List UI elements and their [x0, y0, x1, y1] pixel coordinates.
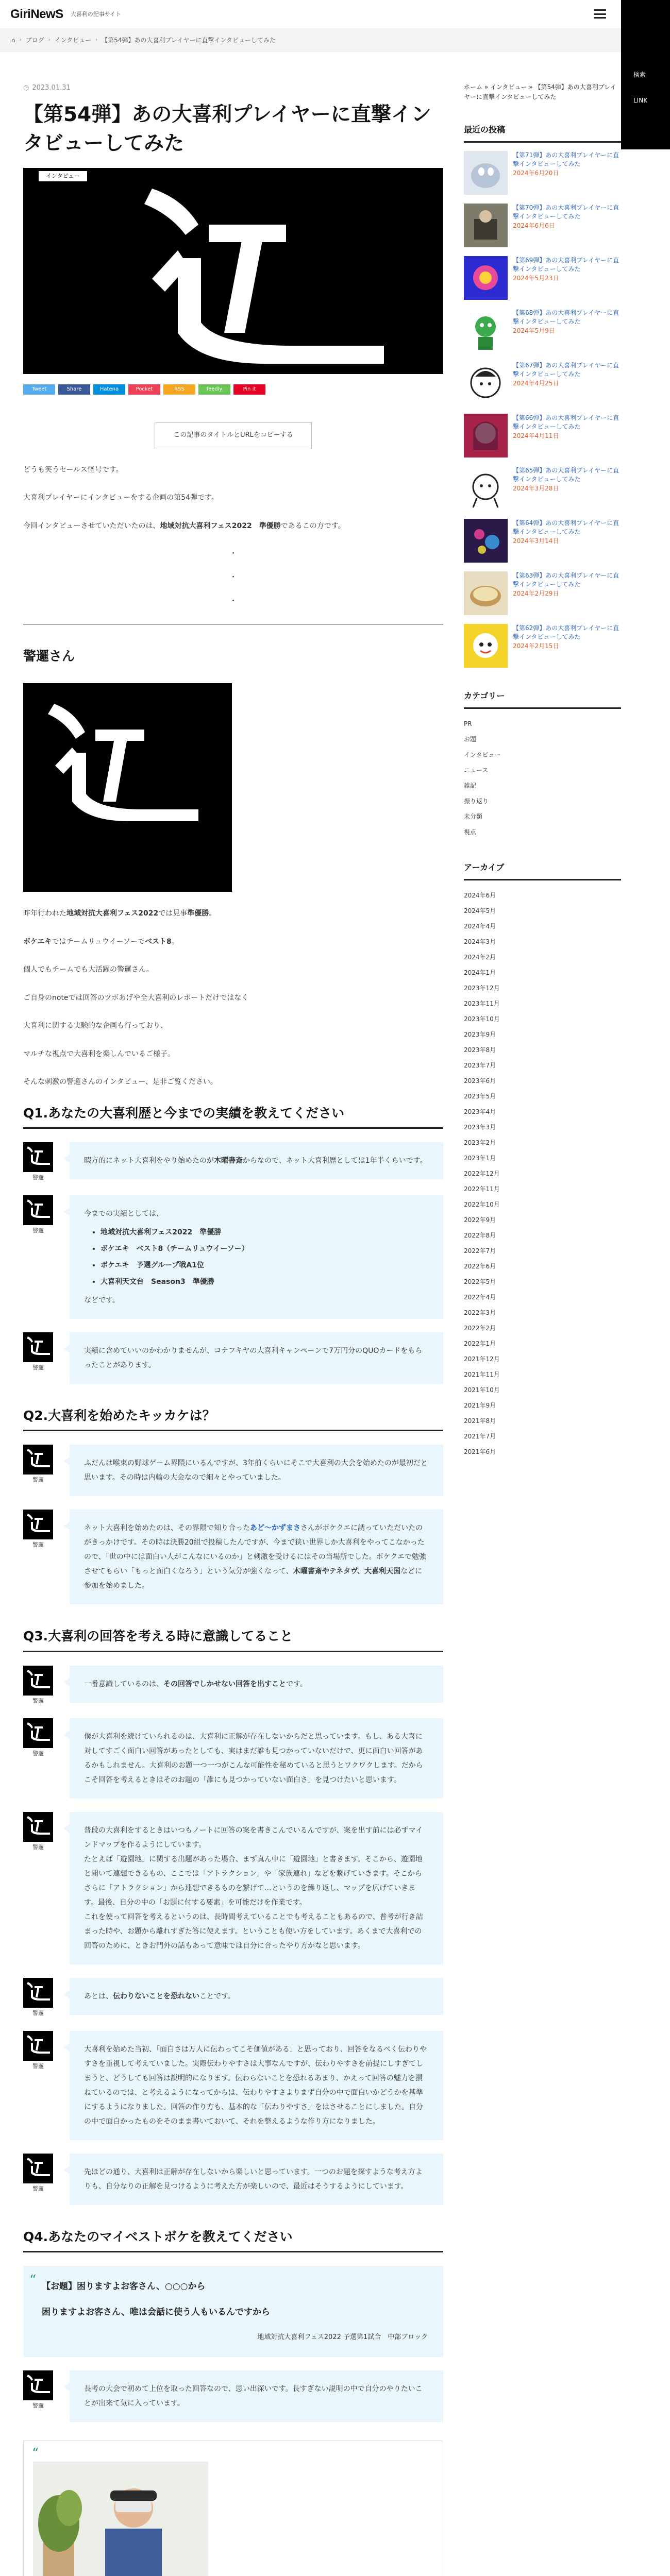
- archive-link[interactable]: 2022年9月: [464, 1216, 496, 1224]
- post-date-text: 2023.01.31: [32, 84, 71, 92]
- breadcrumb: [0, 28, 670, 52]
- recent-posts-list: [464, 151, 621, 668]
- post-date-text: 2024年4月11日: [513, 432, 559, 439]
- recent-posts-heading: 最近の投稿: [464, 123, 621, 143]
- archive-link[interactable]: 2022年10月: [464, 1201, 500, 1209]
- answer-bubble: 普段の大喜利をするときはいつもノートに回答の案を書きこんでいるんですが、案を出す前には必ずマインドマップを作るようにしています。 たとえば「遊園地」に関する出題があった場合、まず真ん中に「遊園地」と書きます。そこから、遊園地と聞いて連想できるもの、ここでは「アトラクション」や「家族連れ」などを繋げていきます。そこからさらに「アトラクション」から連想できるものを繋げて…というのを繰り返し、マップを広げていきます。最後、自分の中の「お題に付する要素」を可能だけを作業です。 これを使って回答を考えるというのは、長時間考えていることでも考えることもあるので、普考が行き詰まった時や、お題から離れすぎた答に使えます。ということも使い方をしています。あくまで大喜利での回答のために、ときお門外の話もあって意味では自分に合ったやり方かなと思います。: [70, 1812, 443, 1964]
- recent-post-item[interactable]: [464, 466, 621, 511]
- post-thumbnail[interactable]: [464, 414, 508, 457]
- site-logo[interactable]: GiriNewS: [10, 7, 63, 21]
- post-date-text: 2024年2月29日: [513, 589, 559, 597]
- bio-paragraph: 昨年行われた地域対抗大喜利フェス2022では見事準優勝。: [23, 909, 216, 918]
- post-title-link[interactable]: 【第70弾】あの大喜利プレイヤーに直撃インタビューしてみた: [513, 204, 619, 220]
- sns-rss-button[interactable]: RSS: [163, 384, 195, 395]
- answer-bubble: あとは、伝わりないことを恐れないことです。: [70, 1978, 443, 2015]
- recent-post-item[interactable]: [464, 571, 621, 616]
- sns-hatena-button[interactable]: Hatena: [93, 384, 125, 395]
- archive-link[interactable]: 2024年4月: [464, 923, 496, 930]
- archive-link[interactable]: 2023年6月: [464, 1077, 496, 1085]
- recent-post-item[interactable]: [464, 361, 621, 405]
- home-icon[interactable]: ⌂: [11, 36, 15, 44]
- post-date-text: 2024年3月14日: [513, 537, 559, 545]
- archive-link[interactable]: 2023年5月: [464, 1093, 496, 1100]
- chat-answer: [23, 1812, 443, 1964]
- speaker-avatar: 警邏: [23, 2031, 53, 2070]
- archive-link[interactable]: 2023年8月: [464, 1046, 496, 1054]
- archive-link[interactable]: 2022年4月: [464, 1294, 496, 1301]
- intro-paragraph: 今回インタビューさせていただいたのは、地域対抗大喜利フェス2022 準優勝であるこの方です。: [23, 521, 345, 530]
- archive-link[interactable]: 2022年12月: [464, 1170, 500, 1178]
- bio-paragraph: マルチな視点で大喜利を楽しんでいるご様子。: [23, 1049, 175, 1058]
- archive-link[interactable]: 2023年1月: [464, 1155, 496, 1162]
- achievement-list: • 地域対抗大喜利フェス2022 準優勝 • ボケエキ ベスト8（チームリュウイーソー） • ボケエキ 予選グループ戦A1位 • 大喜利天文台 Season3 準優勝: [100, 1225, 429, 1289]
- post-date-text: 2024年5月9日: [513, 327, 555, 334]
- article: [23, 82, 443, 2576]
- answer-bubble: 大喜利を始めた当初、「面白さは万人に伝わってこそ価値がある」と思っており、回答をなるべく伝わりやすさを重視して考えていました。実際伝わりやすさは大事なんですが、伝わりやすさを前提にしすぎてしまうと、どうしても回答は説明的になります。伝わらないことを恐れるあまり、かえって回答の魅力を損ねているのでは、と考えるようになってからは、伝わりやすさよりまず自分の中で面白いかどうかを基準にするようになりました。回答の作り方も、基本的な「伝わりやすさ」をはさせることにしました。自分の中で面白かったものをそのまま書いておいて、それを整えるような作り方になりました。: [70, 2031, 443, 2140]
- archive-link[interactable]: 2023年12月: [464, 985, 500, 992]
- archive-link[interactable]: 2021年9月: [464, 1402, 496, 1410]
- category-link[interactable]: ニュース: [464, 767, 489, 774]
- post-title-link[interactable]: 【第65弾】あの大喜利プレイヤーに直撃インタビューしてみた: [513, 467, 619, 483]
- post-date-text: 2024年3月28日: [513, 484, 559, 492]
- archive-link[interactable]: 2023年9月: [464, 1031, 496, 1039]
- article-title: 【第54弾】あの大喜利プレイヤーに直撃インタビューしてみた: [23, 103, 431, 156]
- archive-link[interactable]: 2024年3月: [464, 938, 496, 946]
- chat-answer: [23, 1195, 443, 1319]
- speaker-avatar: 警邏: [23, 1195, 53, 1234]
- category-link[interactable]: 視点: [464, 828, 477, 836]
- person-icon-image: [23, 683, 232, 892]
- archive-link[interactable]: 2024年1月: [464, 969, 496, 977]
- archive-link[interactable]: 2021年12月: [464, 1355, 500, 1363]
- speaker-avatar: 警邏: [23, 1718, 53, 1757]
- recent-post-item[interactable]: [464, 151, 621, 195]
- archive-link[interactable]: 2021年6月: [464, 1448, 496, 1456]
- speaker-avatar: 警邏: [23, 1666, 53, 1705]
- chat-answer: [23, 1666, 443, 1705]
- answer-bubble: 暇方的にネット大喜利をやり始めたのが木曜書斎からなので、ネット大喜利歴としては1年半くらいです。: [70, 1142, 443, 1179]
- post-title-link[interactable]: 【第63弾】あの大喜利プレイヤーに直撃インタビューしてみた: [513, 572, 619, 588]
- sns-facebook-button[interactable]: Share: [58, 384, 90, 395]
- logo-mark-icon: [23, 168, 443, 374]
- recent-post-item[interactable]: [464, 256, 621, 300]
- archive-link[interactable]: 2023年7月: [464, 1062, 496, 1070]
- sns-pocket-button[interactable]: Pocket: [128, 384, 160, 395]
- breadcrumb-separator-icon: ›: [48, 37, 51, 43]
- sns-twitter-button[interactable]: Tweet: [23, 384, 55, 395]
- answer-bubble: 実績に含めていいのかわかりませんが、コナフキヤの大喜利キャンペーンで7万円分のQUOカードをもらったことがあります。: [70, 1332, 443, 1384]
- post-date-text: 2024年4月25日: [513, 379, 559, 387]
- bio-paragraph: 個人でもチームでも大活躍の警邏さん。: [23, 965, 154, 974]
- post-title-link[interactable]: 【第64弾】あの大喜利プレイヤーに直撃インタビューしてみた: [513, 519, 619, 535]
- chat-answer: [23, 2154, 443, 2205]
- archive-link[interactable]: 2023年10月: [464, 1015, 500, 1023]
- post-thumbnail[interactable]: [464, 309, 508, 352]
- post-title-link[interactable]: 【第66弾】あの大喜利プレイヤーに直撃インタビューしてみた: [513, 414, 619, 430]
- quote-source: 地域対抗大喜利フェス2022 予選第1試合 中部ブロック: [257, 2333, 428, 2341]
- speaker-avatar: 警邏: [23, 2370, 53, 2410]
- recent-post-item[interactable]: [464, 624, 621, 668]
- speaker-avatar: 警邏: [23, 1812, 53, 1851]
- category-link[interactable]: 未分類: [464, 813, 483, 821]
- ellipsis-dots: ・ ・ ・: [229, 550, 237, 606]
- archive-link[interactable]: 2023年3月: [464, 1124, 496, 1131]
- recent-post-item[interactable]: [464, 309, 621, 353]
- answer-bubble: ふだんは喉束の野球ゲーム界隈にいるんですが、3年前くらいにそこで大喜利の大会を始めたのが最初だと思います。その時は内輪の大会なので細々とやっていました。: [70, 1445, 443, 1496]
- chat-answer: [23, 1718, 443, 1799]
- eyecatch-image: [23, 168, 443, 374]
- quote-odai: 【お題】困りますよお客さん、○○○から: [42, 2281, 206, 2292]
- post-thumbnail[interactable]: [464, 361, 508, 405]
- bio-paragraph: ボケエキではチームリュウイーソーでベスト8。: [23, 937, 179, 946]
- sns-buttons: [23, 384, 443, 395]
- breadcrumb-separator-icon: ›: [19, 37, 22, 43]
- drawer-item-link[interactable]: LINK: [633, 97, 648, 104]
- post-thumbnail[interactable]: [464, 256, 508, 300]
- archive-link[interactable]: 2023年11月: [464, 1000, 500, 1008]
- post-thumbnail[interactable]: [464, 571, 508, 615]
- sidebar: [464, 82, 621, 1460]
- archive-link[interactable]: 2021年10月: [464, 1386, 500, 1394]
- intro-paragraph: どうも笑うセールス怪号です。: [23, 465, 123, 474]
- category-label[interactable]: インタビュー: [39, 171, 87, 181]
- archive-link[interactable]: 2022年2月: [464, 1325, 496, 1332]
- post-thumbnail[interactable]: [464, 466, 508, 510]
- archive-list: [464, 888, 621, 1460]
- best-answer-quote: [23, 2266, 443, 2357]
- quote-answer: 困りますよお客さん、唯は会話に使う人もいるんですから: [42, 2307, 271, 2318]
- category-list: [464, 716, 621, 840]
- recent-post-item[interactable]: [464, 414, 621, 458]
- clock-icon: ◷: [23, 84, 29, 92]
- post-date-text: 2024年2月15日: [513, 642, 559, 650]
- category-link[interactable]: お題: [464, 736, 477, 743]
- question-heading: Q3.大喜利の回答を考える時に意識してること: [23, 1625, 443, 1652]
- question-heading: Q1.あなたの大喜利歴と今までの実績を教えてください: [23, 1102, 443, 1129]
- logo-mark-icon: [23, 683, 232, 892]
- breadcrumb-blog[interactable]: ブログ: [25, 36, 44, 44]
- bio-paragraph: 大喜利に関する実験的な企画も行っており、: [23, 1022, 167, 1030]
- archive-link[interactable]: 2024年2月: [464, 954, 496, 961]
- archive-link[interactable]: 2023年2月: [464, 1139, 496, 1147]
- breadcrumb-interview[interactable]: インタビュー: [54, 36, 92, 44]
- archive-link[interactable]: 2022年11月: [464, 1185, 500, 1193]
- recent-post-item[interactable]: [464, 204, 621, 248]
- answer-bubble: 長考の大会で初めて上位を取った回答なので、思い出深いです。長すぎない説明の中で自分のやりたいことが出来て気に入っています。: [70, 2370, 443, 2422]
- category-heading: カテゴリー: [464, 689, 621, 709]
- person-name-heading: 警邏さん: [23, 649, 75, 664]
- drawer-item-search[interactable]: 検索: [633, 71, 646, 78]
- copy-title-url-button[interactable]: この記事のタイトルとURLをコピーする: [155, 422, 312, 449]
- intro-paragraph: 大喜利プレイヤーにインタビューをする企画の第54弾です。: [23, 494, 219, 502]
- archive-link[interactable]: 2024年6月: [464, 892, 496, 900]
- post-title-link[interactable]: 【第68弾】あの大喜利プレイヤーに直撃インタビューしてみた: [513, 309, 619, 325]
- archive-link[interactable]: 2022年3月: [464, 1309, 496, 1317]
- archive-link[interactable]: 2024年5月: [464, 907, 496, 915]
- odai-photo: [33, 2462, 208, 2576]
- post-thumbnail[interactable]: [464, 151, 508, 195]
- best-answer-card: [23, 2441, 443, 2576]
- chat-answer: [23, 2370, 443, 2422]
- category-link[interactable]: PR: [464, 720, 472, 728]
- post-date-text: 2024年6月20日: [513, 169, 559, 177]
- answer-bubble: 先ほどの通り、大喜利は正解が存在しないから楽しいと思っています。一つのお題を探すような考え方よりも、自分なりの正解を見つけるように考えた方が楽しいので、最近はそうするようにしています。: [70, 2154, 443, 2205]
- hamburger-menu-icon[interactable]: [593, 7, 607, 21]
- archive-link[interactable]: 2021年8月: [464, 1417, 496, 1425]
- post-date: [23, 82, 443, 94]
- post-date-text: 2024年5月23日: [513, 274, 559, 282]
- post-thumbnail[interactable]: [464, 519, 508, 563]
- category-link[interactable]: 雑記: [464, 782, 477, 790]
- post-title-link[interactable]: 【第71弾】あの大喜利プレイヤーに直撃インタビューしてみた: [513, 151, 619, 167]
- archive-link[interactable]: 2022年8月: [464, 1232, 496, 1240]
- speaker-avatar: 警邏: [23, 1332, 53, 1371]
- bio-paragraph: ご自身のnoteでは回答のツボあげや全大喜利のレポートだけではなく: [23, 993, 249, 1002]
- archive-link[interactable]: 2022年6月: [464, 1263, 496, 1270]
- side-drawer: [621, 0, 670, 149]
- category-link[interactable]: インタビュー: [464, 751, 501, 759]
- site-tagline: 大喜利の記事サイト: [70, 10, 121, 18]
- answer-bubble: ネット大喜利を始めたのは、その界隈で知り合ったあど～かずまささんがボケクエに誘っていただいたのがきっかけです。その時は決勝20組で投稿したんですが、今まで狭い世界しか大喜利をやってこなかったので、「世の中には面白い人がこんなにいるのか」と刺激を受けるにはその当場所でした。ボケクエで勉強させてもらい「もっと面白くなろう」という気分が強くなって、木曜書斎やテネタヴ、大喜利天国などに参加を始めました。: [70, 1510, 443, 1604]
- quote-icon: “: [29, 2273, 37, 2289]
- answer-bubble: 今までの実績としては、 • 地域対抗大喜利フェス2022 準優勝 • ボケエキ ベスト8（チームリュウイーソー） • ボケエキ 予選グループ戦A1位 • 大喜利天文台 Season3 準優勝 などです。: [70, 1195, 443, 1319]
- site-header: [0, 0, 670, 28]
- chat-answer: [23, 1332, 443, 1384]
- question-heading: Q4.あなたのマイベストボケを教えてください: [23, 2226, 443, 2253]
- breadcrumb-current: 【第54弾】あの大喜利プレイヤーに直撃インタビューしてみた: [102, 36, 276, 44]
- answer-bubble: 僕が大喜利を続けていられるのは、大喜利に正解が存在しないからだと思っています。もし、ある大喜に対してすごく面白い回答があったとしても、実はまだ誰も見つかっていないだけで、更に面白い回答があるかもしれません。大喜利のお題一つ一つがこんな可能性を秘めていると思うとワクワクします。だからこそ回答を考えるときはそのお題の「誰にも見つかっていない面白さ」を見つけたいと思います。: [70, 1718, 443, 1799]
- speaker-avatar: 警邏: [23, 1978, 53, 2017]
- sns-feedly-button[interactable]: feedly: [198, 384, 230, 395]
- post-thumbnail[interactable]: [464, 204, 508, 247]
- answer-bubble: 一番意識しているのは、その回答でしかせない回答を出すことです。: [70, 1666, 443, 1703]
- quote-icon: “: [32, 2445, 39, 2461]
- speaker-avatar: 警邏: [23, 1445, 53, 1484]
- archive-link[interactable]: 2022年1月: [464, 1340, 496, 1348]
- recent-post-item[interactable]: [464, 519, 621, 563]
- chat-answer: [23, 1510, 443, 1604]
- category-link[interactable]: 振り返り: [464, 798, 489, 805]
- archive-link[interactable]: 2021年11月: [464, 1371, 500, 1379]
- chat-answer: [23, 1142, 443, 1181]
- archive-link[interactable]: 2022年7月: [464, 1247, 496, 1255]
- breadcrumb-separator-icon: ›: [95, 37, 98, 43]
- archive-link[interactable]: 2021年7月: [464, 1433, 496, 1440]
- archive-heading: アーカイブ: [464, 860, 621, 880]
- post-title-link[interactable]: 【第62弾】あの大喜利プレイヤーに直撃インタビューしてみた: [513, 624, 619, 640]
- post-thumbnail[interactable]: [464, 624, 508, 668]
- post-title-link[interactable]: 【第69弾】あの大喜利プレイヤーに直撃インタビューしてみた: [513, 257, 619, 273]
- question-heading: Q2.大喜利を始めたキッカケは？: [23, 1404, 443, 1432]
- post-date-text: 2024年6月6日: [513, 222, 555, 229]
- speaker-avatar: 警邏: [23, 2154, 53, 2193]
- speaker-avatar: 警邏: [23, 1142, 53, 1181]
- archive-link[interactable]: 2022年5月: [464, 1278, 496, 1286]
- chat-answer: [23, 1445, 443, 1496]
- sidebar-breadcrumb[interactable]: ホーム » インタビュー » 【第54弾】あの大喜利プレイヤーに直撃インタビューしてみた: [464, 83, 616, 101]
- chat-answer: [23, 2031, 443, 2140]
- chat-answer: [23, 1978, 443, 2017]
- sns-pinterest-button[interactable]: Pin it: [233, 384, 265, 395]
- post-title-link[interactable]: 【第67弾】あの大喜利プレイヤーに直撃インタビューしてみた: [513, 362, 619, 378]
- speaker-avatar: 警邏: [23, 1510, 53, 1549]
- archive-link[interactable]: 2023年4月: [464, 1108, 496, 1116]
- bio-paragraph: そんな刺激の警邏さんのインタビュー、是非ご覧ください。: [23, 1078, 217, 1087]
